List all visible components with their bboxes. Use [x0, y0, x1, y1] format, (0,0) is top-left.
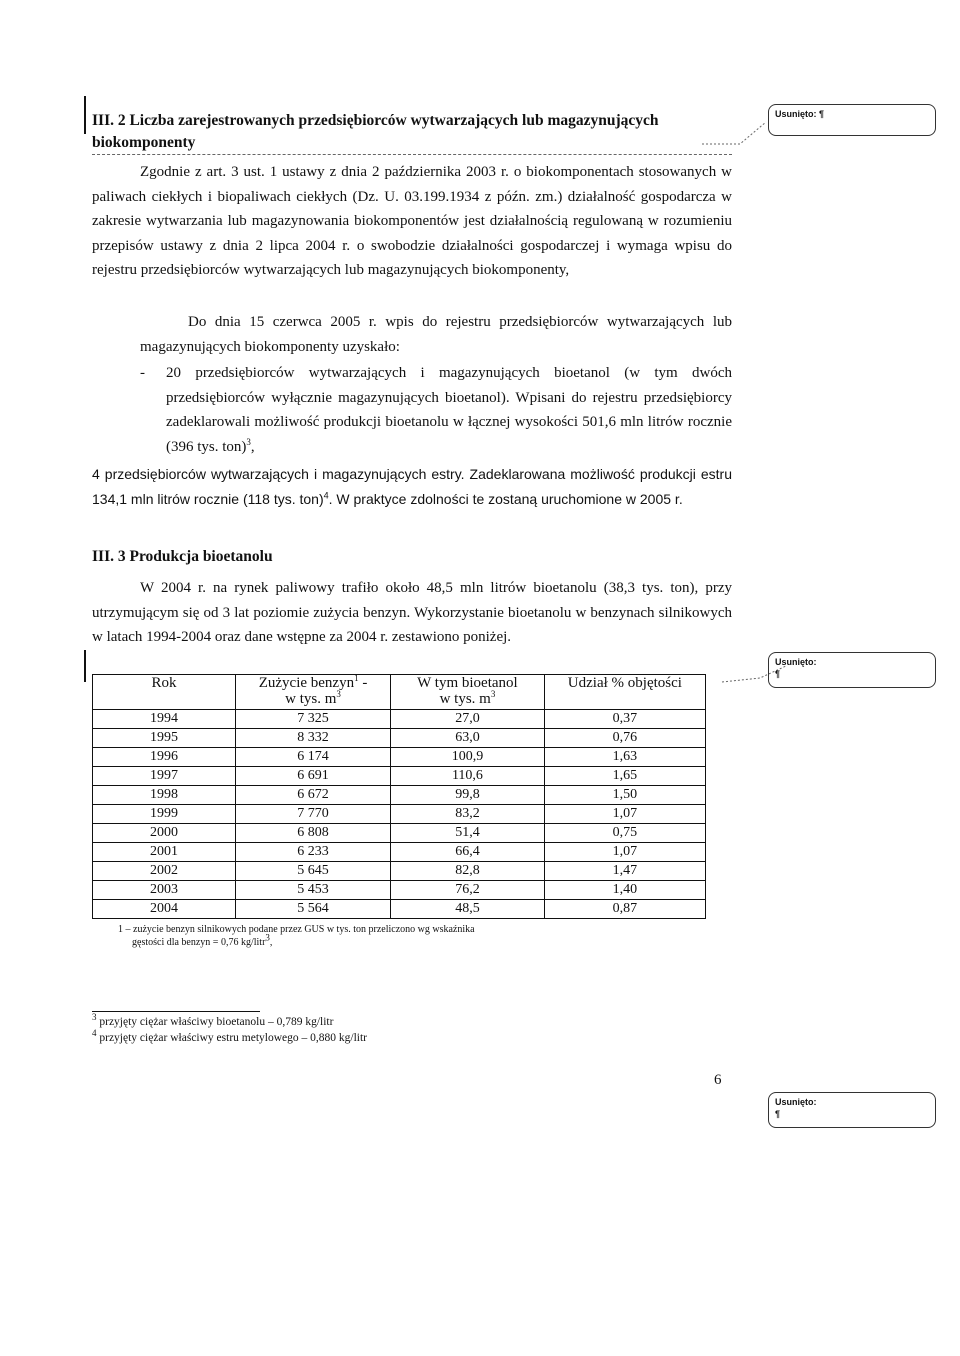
table-note — [118, 923, 718, 949]
footnote-ref: 1 — [354, 673, 359, 683]
unit-exponent: 3 — [490, 689, 496, 699]
comment-balloon[interactable] — [768, 104, 936, 136]
cell-share: 0,87 — [544, 900, 705, 919]
unit-exponent: 3 — [265, 932, 270, 943]
table-row — [93, 729, 706, 748]
table-row — [93, 805, 706, 824]
table-row — [93, 748, 706, 767]
cell-share: 1,47 — [544, 862, 705, 881]
cell-share: 1,63 — [544, 748, 705, 767]
footnote-separator — [92, 1011, 260, 1012]
cell-year: 2000 — [93, 824, 236, 843]
comment-balloon[interactable] — [768, 1092, 936, 1128]
footnote — [92, 1014, 367, 1030]
cell-year: 2001 — [93, 843, 236, 862]
cell-bioethanol: 51,4 — [391, 824, 545, 843]
cell-gasoline: 6 174 — [235, 748, 390, 767]
table-body — [93, 710, 706, 919]
cell-gasoline: 7 770 — [235, 805, 390, 824]
table-row — [93, 824, 706, 843]
table-row — [93, 881, 706, 900]
cell-year: 1994 — [93, 710, 236, 729]
header-rok-label: Rok — [151, 675, 177, 691]
cell-gasoline: 6 672 — [235, 786, 390, 805]
cell-gasoline: 6 808 — [235, 824, 390, 843]
table-row — [93, 843, 706, 862]
footnote-number: 3 — [92, 1012, 97, 1023]
pilcrow-icon: ¶ — [819, 109, 825, 119]
cell-year: 2003 — [93, 881, 236, 900]
footnote-number: 4 — [92, 1028, 97, 1039]
bioethanol-table — [92, 674, 706, 919]
cell-bioethanol: 100,9 — [391, 748, 545, 767]
header-udzial — [544, 675, 705, 710]
cell-year: 1998 — [93, 786, 236, 805]
cell-share: 0,37 — [544, 710, 705, 729]
cell-year: 1997 — [93, 767, 236, 786]
header-bioetanol-label: W tym bioetanol — [417, 675, 518, 691]
table-row — [93, 767, 706, 786]
cell-gasoline: 7 325 — [235, 710, 390, 729]
footnote-ref: 4 — [323, 490, 329, 501]
change-bar — [84, 650, 86, 682]
cell-share: 1,65 — [544, 767, 705, 786]
cell-bioethanol: 83,2 — [391, 805, 545, 824]
cell-gasoline: 5 453 — [235, 881, 390, 900]
list-dash: - — [140, 365, 145, 381]
cell-gasoline: 6 691 — [235, 767, 390, 786]
section-title-line1: III. 2 Liczba zarejestrowanych przedsiębiorców wytwarzających lub magazynujących — [92, 112, 659, 129]
table-note-line1: 1 – zużycie benzyn silnikowych podane przez GUS w tys. ton przeliczono wg wskaźnika — [118, 924, 475, 935]
cell-year: 1995 — [93, 729, 236, 748]
cell-year: 1996 — [93, 748, 236, 767]
cell-bioethanol: 110,6 — [391, 767, 545, 786]
cell-year: 1999 — [93, 805, 236, 824]
cell-share: 1,40 — [544, 881, 705, 900]
cell-gasoline: 8 332 — [235, 729, 390, 748]
page-number: 6 — [714, 1072, 722, 1088]
cell-bioethanol: 48,5 — [391, 900, 545, 919]
cell-bioethanol: 76,2 — [391, 881, 545, 900]
cell-share: 1,07 — [544, 805, 705, 824]
balloon-connector — [700, 110, 770, 150]
cell-bioethanol: 27,0 — [391, 710, 545, 729]
comment-balloon[interactable] — [768, 652, 936, 688]
change-bar — [84, 96, 86, 134]
footnote-ref: 3 — [246, 436, 251, 447]
unit-exponent: 3 — [336, 689, 341, 699]
footnote-text: przyjęty ciężar właściwy bioetanolu – 0,789 kg/litr — [99, 1016, 334, 1028]
header-bioetanol — [391, 675, 545, 710]
table-row — [93, 900, 706, 919]
paragraph-esters — [92, 462, 732, 512]
table-row — [93, 862, 706, 881]
list-item-text: 20 przedsiębiorców wytwarzających i magazynujących bioetanol (w tym dwóch przedsiębiorców wyłącznie magazynujących bioetanol). Wpisani do rejestru przedsiębiorcy zadeklarowali możliwość produkcji bioetanolu w łącznej wysokości 501,6 mln litrów rocznie (396 tys. ton) — [166, 365, 732, 455]
esters-text: 4 przedsiębiorców wytwarzających i magazynujących estry. Zadeklarowana możliwość produkcji estru 134,1 mln litrów rocznie (118 tys. ton) — [92, 466, 732, 507]
cell-bioethanol: 82,8 — [391, 862, 545, 881]
comment-balloon-label: Usunięto: — [775, 109, 817, 119]
header-zuzycie — [235, 675, 390, 710]
header-zuzycie-label: Zużycie benzyn — [258, 675, 355, 691]
cell-share: 1,07 — [544, 843, 705, 862]
paragraph-legal-basis: Zgodnie z art. 3 ust. 1 ustawy z dnia 2 października 2003 r. o biokomponentach stosowanych w paliwach ciekłych i biopaliwach ciekłych (Dz. U. 03.199.1934 z późn. zm.) działalność gospodarcza w zakresie wytwarzania lub magazynowania biokomponentów jest działalnością regulowaną w rozumieniu przepisów ustawy z dnia 2 lipca 2004 r. o swobodzie działalności gospodarczej i wymaga wpisu do rejestru przedsiębiorców wytwarzających lub magazynujących biokomponenty, — [92, 164, 732, 278]
table-note-tail: , — [269, 937, 273, 948]
cell-share: 0,75 — [544, 824, 705, 843]
pilcrow-icon: ¶ — [775, 1109, 781, 1119]
cell-year: 2002 — [93, 862, 236, 881]
footnotes — [92, 1014, 367, 1046]
cell-bioethanol: 66,4 — [391, 843, 545, 862]
pilcrow-icon: ¶ — [775, 669, 781, 679]
comment-balloon-label: Usunięto: — [775, 657, 817, 667]
esters-tail: . W praktyce zdolności te zostaną uruchomione w 2005 r. — [328, 491, 683, 507]
cell-bioethanol: 63,0 — [391, 729, 545, 748]
cell-gasoline: 5 564 — [235, 900, 390, 919]
header-udzial-label: Udział % objętości — [567, 675, 682, 691]
paragraph-registry-status — [140, 310, 732, 359]
cell-year: 2004 — [93, 900, 236, 919]
header-rok — [93, 675, 236, 710]
footnote — [92, 1030, 367, 1046]
cell-bioethanol: 99,8 — [391, 786, 545, 805]
paragraph-bioethanol-production: W 2004 r. na rynek paliwowy trafiło około 48,5 mln litrów bioetanolu (38,3 tys. ton), przy utrzymującym się od 3 lat poziomie zużycia benzyn. Wykorzystanie bioetanolu w benzynach silnikowych w latach 1994-2004 oraz dane wstępne za 2004 r. zestawiono poniżej. — [92, 580, 732, 645]
paragraph-registry-text: Do dnia 15 czerwca 2005 r. wpis do rejestru przedsiębiorców wytwarzających lub magazynujących biokomponenty uzyskało: — [140, 314, 732, 355]
table-row — [93, 786, 706, 805]
section-title-3: III. 3 Produkcja bioetanolu — [92, 548, 273, 565]
cell-gasoline: 5 645 — [235, 862, 390, 881]
table-row — [93, 710, 706, 729]
list-item-body — [166, 361, 732, 459]
table-header-row — [93, 675, 706, 710]
section-title-2 — [92, 110, 732, 155]
section-title-line2: biokomponenty — [92, 132, 732, 155]
cell-gasoline: 6 233 — [235, 843, 390, 862]
table-note-line2: gęstości dla benzyn = 0,76 kg/litr — [132, 937, 266, 948]
comment-balloon-label: Usunięto: — [775, 1097, 817, 1107]
list-item-bioethanol — [140, 361, 732, 459]
cell-share: 1,50 — [544, 786, 705, 805]
list-item-tail: , — [250, 438, 255, 455]
header-zuzycie-unit: w tys. m — [285, 691, 337, 707]
header-zuzycie-tail: - — [358, 675, 368, 691]
header-bioetanol-unit: w tys. m — [439, 691, 491, 707]
cell-share: 0,76 — [544, 729, 705, 748]
footnote-text: przyjęty ciężar właściwy estru metylowego – 0,880 kg/litr — [99, 1032, 367, 1044]
